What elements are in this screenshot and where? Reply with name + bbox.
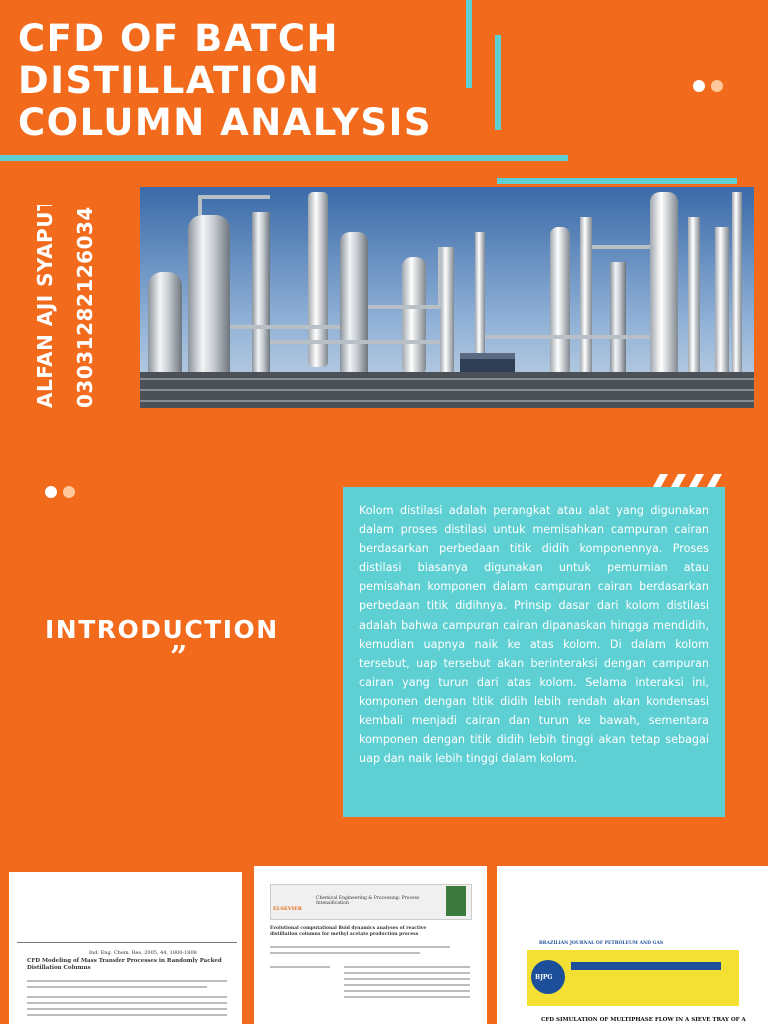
author-name: ALFAN AJI SYAPUTRA [33, 205, 57, 408]
paper-2-journal: Chemical Engineering & Processing: Process Intensification [316, 896, 420, 906]
paper-3-title: CFD SIMULATION OF MULTIPHASE FLOW IN A SIEVE TRAY OF A [541, 1017, 746, 1023]
paper-2-line [344, 984, 470, 986]
paper-2-cover [446, 886, 466, 916]
author-block [28, 205, 100, 410]
paper-2-publisher-logo: ELSEVIER [273, 906, 302, 912]
decor-dot-peach [711, 80, 723, 92]
quote-mark-icon: ” [170, 640, 188, 675]
paper-1-line [27, 986, 207, 988]
decor-dot-white [693, 80, 705, 92]
refinery-photo [140, 187, 754, 408]
paper-1-rule [17, 942, 237, 943]
paper-1-line [27, 1014, 227, 1016]
paper-thumbnail-2 [254, 866, 487, 1024]
paper-thumbnail-3 [497, 866, 768, 1024]
paper-2-line [344, 996, 470, 998]
title-line-1: CFD OF BATCH [18, 17, 339, 60]
title-line-3: COLUMN ANALYSIS [18, 101, 432, 144]
paper-2-line [270, 946, 450, 948]
paper-3-journal: BRAZILIAN JOURNAL OF PETROLEUM AND GAS [539, 941, 664, 946]
decor-dot-peach-2 [63, 486, 75, 498]
accent-bar-vertical-1 [466, 0, 472, 88]
accent-bar-short [497, 178, 737, 184]
accent-bar-vertical-2 [495, 35, 501, 130]
intro-paragraph: Kolom distilasi adalah perangkat atau alat yang digunakan dalam proses distilasi untuk memisahkan campuran cairan berdasarkan perbedaan titik didih komponennya. Proses distilasi biasanya digunakan untuk pemurnian atau pemisahan komponen dalam campuran cairan berdasarkan perbedaan titik didihnya. Prinsip dasar dari kolom distilasi adalah bahwa campuran cairan dipanaskan hingga mendidih, kemudian uapnya naik ke atas kolom. Di dalam kolom tersebut, uap tersebut akan berinteraksi dengan campuran cairan yang turun dari atas kolom. Selama interaksi ini, komponen dengan titik didih lebih rendah akan kondensasi kembali menjadi cairan dan turun ke bawah, sementara komponen dengan titik didih lebih tinggi akan tetap sebagai uap dan naik lebih tinggi dalam kolom. [359, 504, 709, 766]
paper-1-line [27, 980, 227, 982]
paper-2-title: Evolutional computational fluid dynamics analyses of reactive distillation columns for methyl acetate production process [270, 926, 427, 937]
paper-2-line [344, 978, 470, 980]
intro-text-card [343, 487, 725, 817]
paper-1-line [27, 996, 227, 998]
author-id: 03031282126034 [73, 206, 97, 408]
paper-3-banner-title [571, 962, 721, 970]
decor-dot-white-2 [45, 486, 57, 498]
title-line-2: DISTILLATION [18, 59, 321, 102]
paper-2-line [270, 966, 330, 968]
paper-1-line [27, 1008, 227, 1010]
paper-1-title: CFD Modeling of Mass Transfer Processes in Randomly Packed Distillation Columns [27, 958, 222, 971]
paper-2-line [344, 966, 470, 968]
paper-2-line [344, 972, 470, 974]
paper-2-line [344, 990, 470, 992]
paper-3-logo-text: BJPG [535, 974, 553, 981]
paper-2-line [270, 952, 420, 954]
paper-1-line [27, 1002, 227, 1004]
poster-title [18, 18, 558, 144]
paper-thumbnail-1 [9, 872, 242, 1024]
section-heading-introduction: INTRODUCTION [45, 615, 279, 644]
accent-bar-horizontal [0, 155, 568, 161]
paper-1-journal: Ind. Eng. Chem. Res. 2005, 44, 1800-1808 [89, 950, 197, 956]
